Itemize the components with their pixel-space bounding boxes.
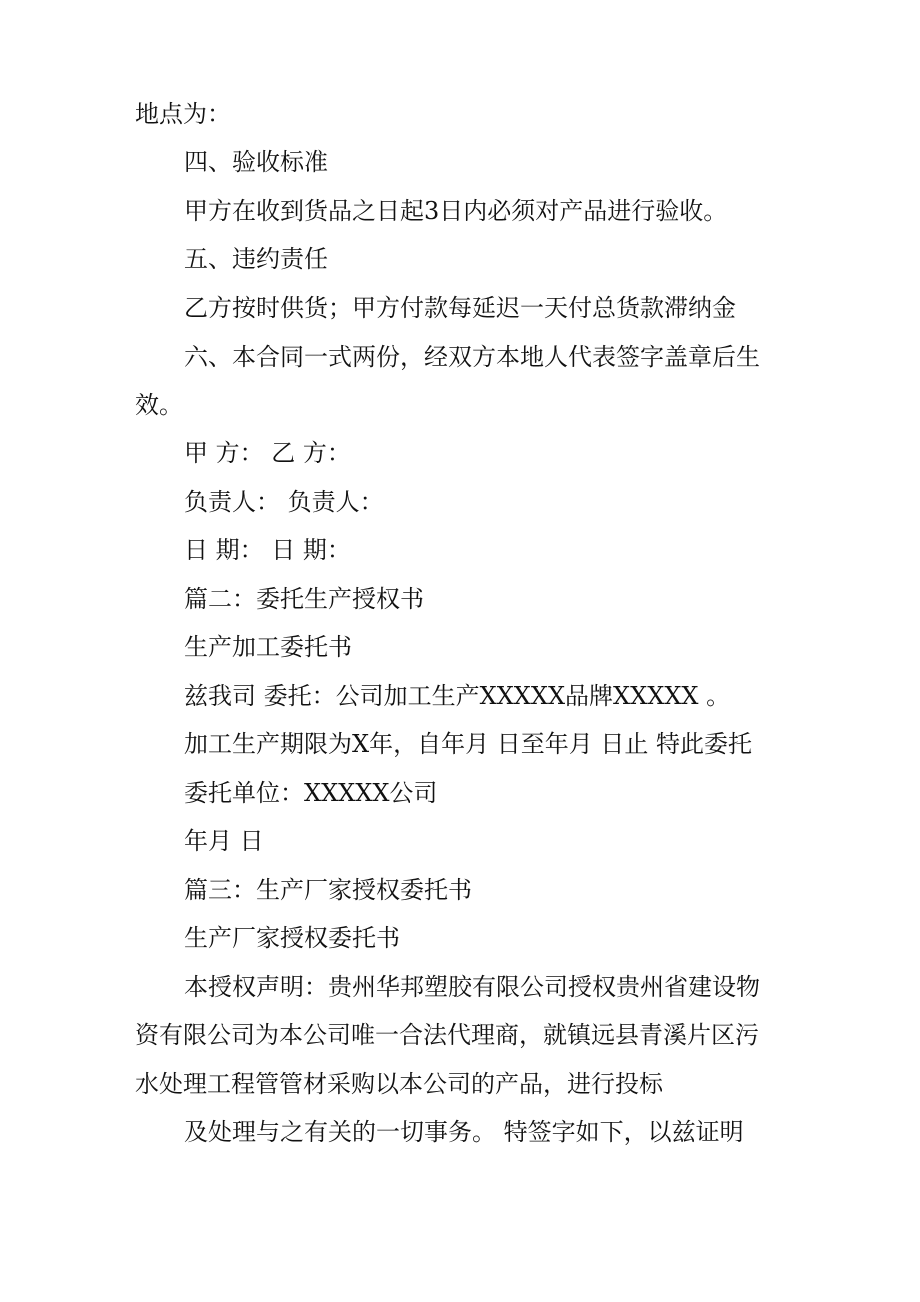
heading-breach-liability: 五、违约责任: [184, 245, 328, 273]
heading-acceptance-standard: 四、验收标准: [184, 148, 328, 176]
signature-responsible: 负责人： 负责人：: [184, 488, 384, 516]
text-line-copies: 六、本合同一式两份，经双方本地人代表签字盖章后生: [184, 343, 760, 371]
signature-dates: 日 期： 日 期：: [184, 536, 351, 564]
subtitle-processing-letter: 生产加工委托书: [184, 633, 352, 661]
text-line-statement-2: 资有限公司为本公司唯一合法代理商，就镇远县青溪片区污: [135, 1021, 759, 1049]
text-line-term: 加工生产期限为X年，自年月 日至年月 日止 特此委托: [184, 730, 752, 758]
text-line-statement-1: 本授权声明：贵州华邦塑胶有限公司授权贵州省建设物: [184, 973, 760, 1001]
text-line-statement-3: 水处理工程管管材采购以本公司的产品，进行投标: [135, 1070, 663, 1098]
text-line-copies-cont: 效。: [135, 391, 183, 419]
text-line-breach: 乙方按时供货；甲方付款每延迟一天付总货款滞纳金: [184, 294, 736, 322]
text-line-acceptance: 甲方在收到货品之日起3日内必须对产品进行验收。: [184, 197, 728, 225]
subtitle-authorization: 生产厂家授权委托书: [184, 924, 400, 952]
text-line-date: 年月 日: [184, 827, 264, 855]
text-line-statement-4: 及处理与之有关的一切事务。 特签字如下，以兹证明: [184, 1118, 744, 1146]
text-line-entrusting-unit: 委托单位：XXXXX公司: [184, 779, 438, 807]
heading-part-three: 篇三：生产厂家授权委托书: [184, 876, 472, 904]
heading-part-two: 篇二：委托生产授权书: [184, 585, 424, 613]
text-line-entrust: 兹我司 委托：公司加工生产XXXXX品牌XXXXX 。: [184, 682, 731, 710]
text-line-place: 地点为：: [135, 100, 231, 128]
signature-parties: 甲 方： 乙 方：: [184, 439, 351, 467]
